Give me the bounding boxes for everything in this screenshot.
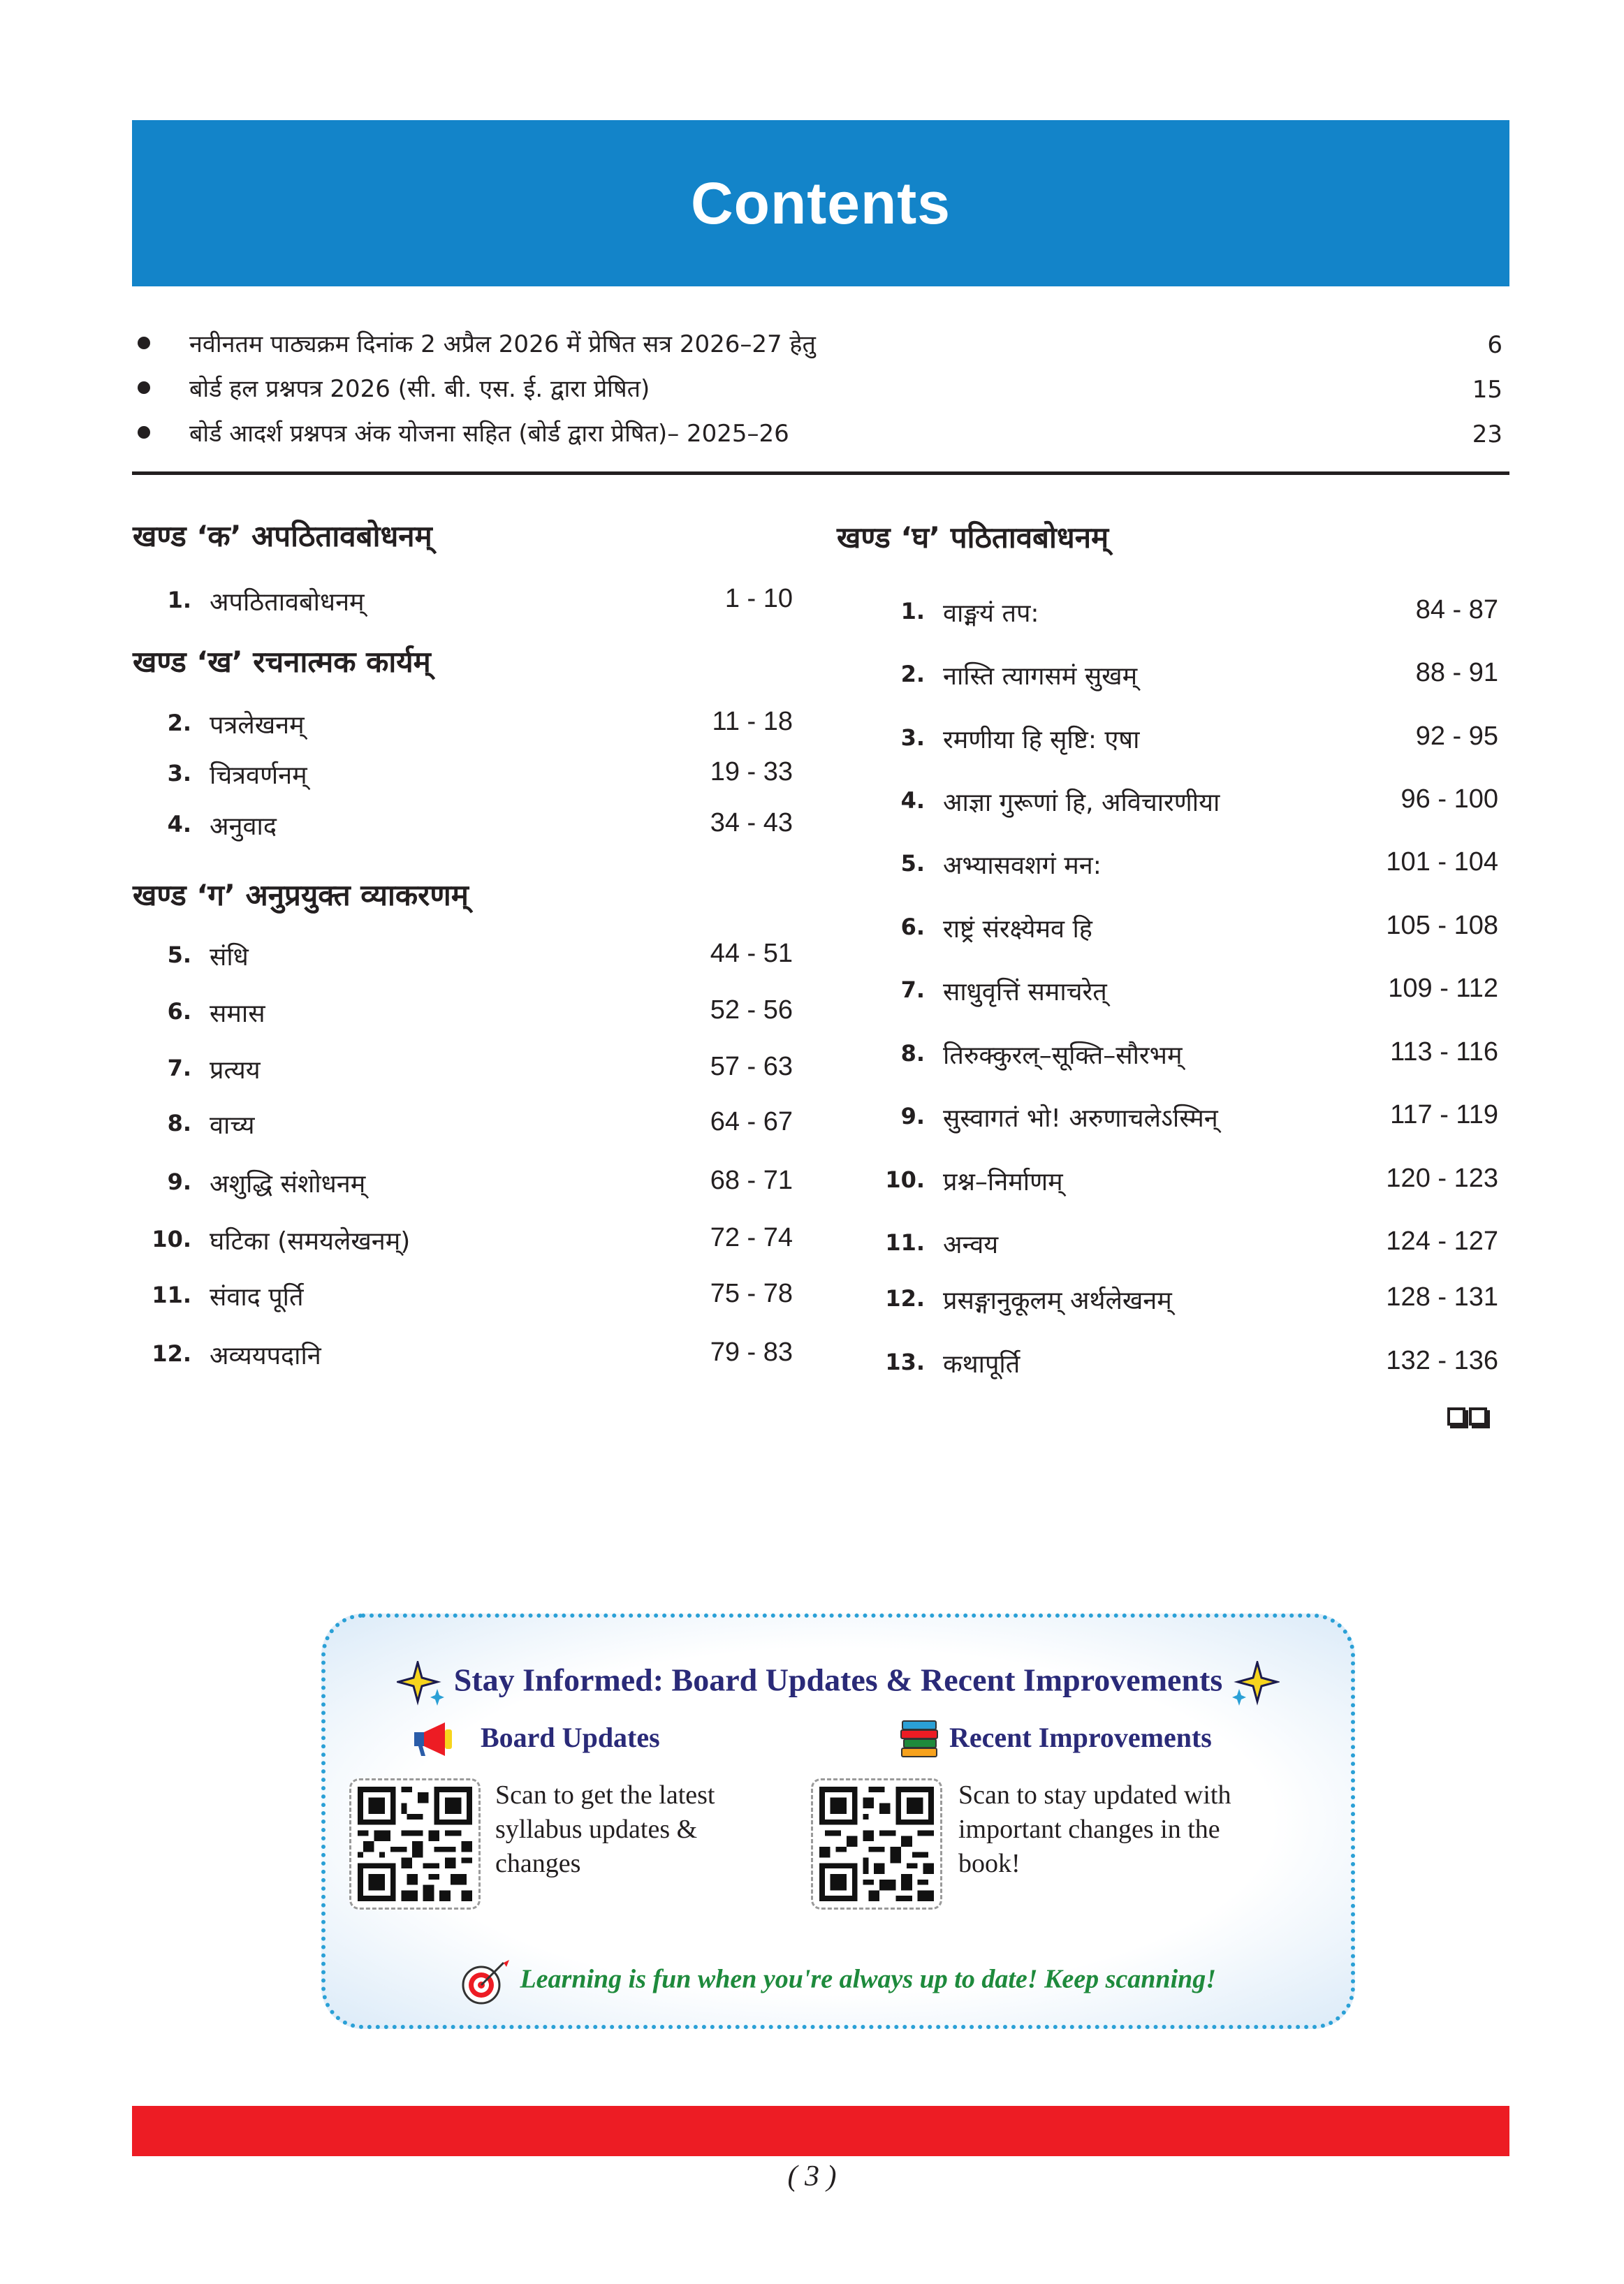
intro-list: [132, 323, 1502, 457]
toc-entry-pages: 84 - 87: [1415, 595, 1498, 624]
toc-entry[interactable]: [866, 719, 1498, 761]
section-heading-gha: खण्ड ‘घ’ पठितावबोधनम्: [837, 520, 1109, 555]
toc-entry-number: 3.: [167, 760, 191, 786]
toc-entry-title: प्रत्यय: [210, 1056, 261, 1085]
toc-entry-pages: 109 - 112: [1388, 974, 1498, 1003]
toc-entry-title: नास्ति त्यागसमं सुखम्: [943, 662, 1138, 691]
intro-item-text: नवीनतम पाठ्यक्रम दिनांक 2 अप्रैल 2026 में प्रेषित सत्र 2026–27 हेतु: [189, 330, 816, 358]
qr-code-icon: [358, 1787, 472, 1901]
toc-entry-number: 1.: [167, 587, 191, 613]
toc-entry-pages: 19 - 33: [710, 757, 793, 786]
toc-entry-title: प्रसङ्गानुकूलम् अर्थलेखनम्: [943, 1287, 1172, 1315]
toc-entry-number: 9.: [900, 1103, 925, 1129]
toc-entry[interactable]: [133, 805, 793, 847]
toc-entry-pages: 128 - 131: [1386, 1282, 1498, 1312]
toc-entry-title: संधि: [210, 943, 249, 972]
intro-item-text: बोर्ड हल प्रश्नपत्र 2026 (सी. बी. एस. ई. द्वारा प्रेषित): [189, 375, 650, 403]
toc-entry[interactable]: [133, 1220, 793, 1262]
qr-description-line: changes: [495, 1849, 581, 1878]
board-updates-heading: Board Updates: [481, 1722, 660, 1753]
toc-entry-pages: 52 - 56: [710, 995, 793, 1025]
sparkle-icon: [397, 1661, 446, 1706]
toc-entry-title: तिरुक्कुरल्–सूक्ति–सौरभम्: [943, 1041, 1183, 1070]
toc-entry-number: 12.: [885, 1285, 925, 1312]
toc-entry-pages: 120 - 123: [1386, 1164, 1498, 1193]
toc-entry-number: 9.: [167, 1169, 191, 1195]
toc-entry-title: अव्ययपदानि: [210, 1342, 321, 1370]
board-updates-qr[interactable]: [349, 1778, 481, 1910]
toc-entry[interactable]: [133, 1163, 793, 1205]
toc-entry-pages: 79 - 83: [710, 1338, 793, 1367]
toc-entry-number: 3.: [900, 724, 925, 751]
toc-entry-pages: 113 - 116: [1390, 1037, 1498, 1067]
intro-item[interactable]: [132, 367, 1502, 412]
toc-entry-number: 10.: [885, 1166, 925, 1193]
intro-item-page: 15: [1472, 376, 1502, 404]
toc-entry-title: चित्रवर्णनम्: [210, 761, 307, 790]
intro-item[interactable]: [132, 323, 1502, 367]
toc-entry-number: 13.: [885, 1349, 925, 1375]
end-mark-icon: [1447, 1407, 1487, 1426]
toc-entry[interactable]: [866, 1097, 1498, 1139]
toc-entry-number: 6.: [900, 914, 925, 940]
qr-description-line: important changes in the: [958, 1815, 1220, 1844]
toc-entry[interactable]: [133, 581, 793, 623]
toc-entry-number: 8.: [900, 1040, 925, 1067]
toc-entry-title: साधुवृत्तिं समाचरेत्: [943, 978, 1107, 1006]
info-box-footer: [325, 1959, 1351, 2005]
toc-entry-title: रमणीया हि सृष्टि: एषा: [943, 726, 1140, 754]
toc-entry-title: राष्ट्रं संरक्ष्येमव हि: [943, 915, 1092, 944]
toc-entry[interactable]: [866, 1034, 1498, 1076]
toc-entry[interactable]: [133, 1335, 793, 1377]
intro-item[interactable]: [132, 412, 1502, 457]
target-icon: [460, 1959, 511, 2005]
recent-improvements-qr[interactable]: [811, 1778, 942, 1910]
toc-entry[interactable]: [133, 936, 793, 978]
toc-entry[interactable]: [133, 704, 793, 746]
toc-entry-pages: 117 - 119: [1390, 1100, 1498, 1129]
intro-item-text: बोर्ड आदर्श प्रश्नपत्र अंक योजना सहित (बोर्ड द्वारा प्रेषित)– 2025–26: [189, 420, 789, 448]
toc-entry-title: अशुद्धि संशोधनम्: [210, 1170, 366, 1199]
toc-entry-number: 4.: [167, 811, 191, 837]
toc-entry-title: अनुवाद: [210, 812, 277, 841]
bullet-icon: [138, 426, 150, 439]
toc-entry-pages: 101 - 104: [1386, 847, 1498, 877]
contents-banner: [132, 120, 1509, 286]
toc-entry[interactable]: [133, 754, 793, 796]
toc-entry[interactable]: [133, 993, 793, 1034]
toc-entry-number: 2.: [900, 661, 925, 687]
toc-entry-pages: 68 - 71: [710, 1166, 793, 1195]
toc-entry-pages: 64 - 67: [710, 1107, 793, 1136]
toc-entry-title: प्रश्न–निर्माणम्: [943, 1168, 1063, 1196]
sparkle-icon: [1231, 1661, 1280, 1706]
stay-informed-box: [321, 1613, 1355, 2029]
toc-entry-pages: 57 - 63: [710, 1052, 793, 1081]
toc-entry[interactable]: [866, 1343, 1498, 1385]
toc-entry-pages: 44 - 51: [710, 939, 793, 968]
toc-entry-number: 7.: [167, 1055, 191, 1081]
intro-item-page: 6: [1487, 331, 1502, 359]
toc-entry[interactable]: [866, 1224, 1498, 1266]
recent-improvements-description: [958, 1778, 1231, 1881]
bullet-icon: [138, 337, 150, 349]
toc-entry-number: 4.: [900, 787, 925, 814]
toc-entry-pages: 11 - 18: [712, 707, 793, 736]
toc-entry-title: वाङ्मयं तप:: [943, 599, 1039, 628]
toc-entry-number: 6.: [167, 998, 191, 1025]
toc-entry-pages: 1 - 10: [724, 584, 793, 613]
info-box-title-row: [325, 1661, 1351, 1706]
toc-entry-number: 1.: [900, 598, 925, 624]
section-heading-kha: खण्ड ‘ख’ रचनात्मक कार्यम्: [133, 645, 431, 679]
toc-entry[interactable]: [866, 908, 1498, 950]
toc-entry-pages: 92 - 95: [1415, 722, 1498, 751]
toc-entry-pages: 75 - 78: [710, 1279, 793, 1308]
page-title: Contents: [691, 170, 951, 236]
intro-item-page: 23: [1472, 420, 1502, 448]
board-updates-description: [495, 1778, 715, 1881]
toc-entry-number: 12.: [152, 1340, 191, 1367]
toc-entry-number: 7.: [900, 976, 925, 1003]
toc-entry[interactable]: [866, 1280, 1498, 1322]
qr-description-line: syllabus updates &: [495, 1815, 698, 1844]
qr-description-line: Scan to get the latest: [495, 1780, 715, 1810]
toc-entry[interactable]: [866, 655, 1498, 697]
toc-entry-title: कथापूर्ति: [943, 1350, 1021, 1379]
books-icon: [900, 1720, 940, 1759]
toc-entry[interactable]: [866, 844, 1498, 886]
recent-improvements-heading: Recent Improvements: [949, 1722, 1212, 1753]
section-heading-ga: खण्ड ‘ग’ अनुप्रयुक्त व्याकरणम्: [133, 878, 469, 912]
toc-entry[interactable]: [133, 1276, 793, 1318]
footer-red-bar: [132, 2106, 1509, 2156]
toc-entry-title: वाच्य: [210, 1111, 255, 1140]
toc-entry-number: 5.: [900, 850, 925, 877]
toc-entry-pages: 72 - 74: [710, 1223, 793, 1252]
toc-entry-number: 11.: [152, 1282, 191, 1308]
toc-entry-pages: 96 - 100: [1400, 784, 1498, 814]
toc-entry-pages: 105 - 108: [1386, 911, 1498, 940]
toc-entry-number: 10.: [152, 1226, 191, 1252]
megaphone-icon: [413, 1721, 456, 1757]
toc-entry[interactable]: [133, 1104, 793, 1146]
toc-entry-title: अन्वय: [943, 1231, 999, 1259]
toc-entry[interactable]: [866, 971, 1498, 1013]
section-heading-ka: खण्ड ‘क’ अपठितावबोधनम्: [133, 519, 432, 553]
toc-entry-pages: 132 - 136: [1386, 1346, 1498, 1375]
info-box-title: Stay Informed: Board Updates & Recent Improvements: [453, 1662, 1223, 1698]
toc-entry[interactable]: [133, 1049, 793, 1091]
toc-entry-title: आज्ञा गुरूणां हि, अविचारणीया: [943, 789, 1220, 817]
toc-entry-title: संवाद पूर्ति: [210, 1283, 304, 1312]
toc-entry-number: 8.: [167, 1110, 191, 1136]
toc-entry-pages: 34 - 43: [710, 808, 793, 837]
qr-code-icon: [819, 1787, 934, 1901]
toc-entry[interactable]: [866, 592, 1498, 634]
page-number: ( 3 ): [787, 2160, 837, 2193]
toc-entry-title: अपठितावबोधनम्: [210, 588, 365, 617]
toc-entry-pages: 88 - 91: [1415, 658, 1498, 687]
toc-entry-title: समास: [210, 1000, 265, 1028]
toc-entry-number: 5.: [167, 942, 191, 968]
footer-text: Learning is fun when you're always up to date! Keep scanning!: [520, 1964, 1217, 1994]
toc-entry-pages: 124 - 127: [1386, 1227, 1498, 1256]
toc-entry[interactable]: [866, 782, 1498, 823]
qr-description-line: book!: [958, 1849, 1021, 1878]
qr-description-line: Scan to stay updated with: [958, 1780, 1231, 1810]
toc-entry-title: सुस्वागतं भो! अरुणाचलेऽस्मिन्: [943, 1104, 1218, 1133]
toc-entry-number: 2.: [167, 710, 191, 736]
divider-rule: [132, 471, 1509, 475]
toc-entry-number: 11.: [885, 1229, 925, 1256]
toc-entry-title: पत्रलेखनम्: [210, 711, 305, 740]
bullet-icon: [138, 381, 150, 394]
toc-entry-title: अभ्यासवशगं मन:: [943, 851, 1102, 880]
toc-entry[interactable]: [866, 1161, 1498, 1203]
toc-entry-title: घटिका (समयलेखनम्): [210, 1227, 411, 1256]
